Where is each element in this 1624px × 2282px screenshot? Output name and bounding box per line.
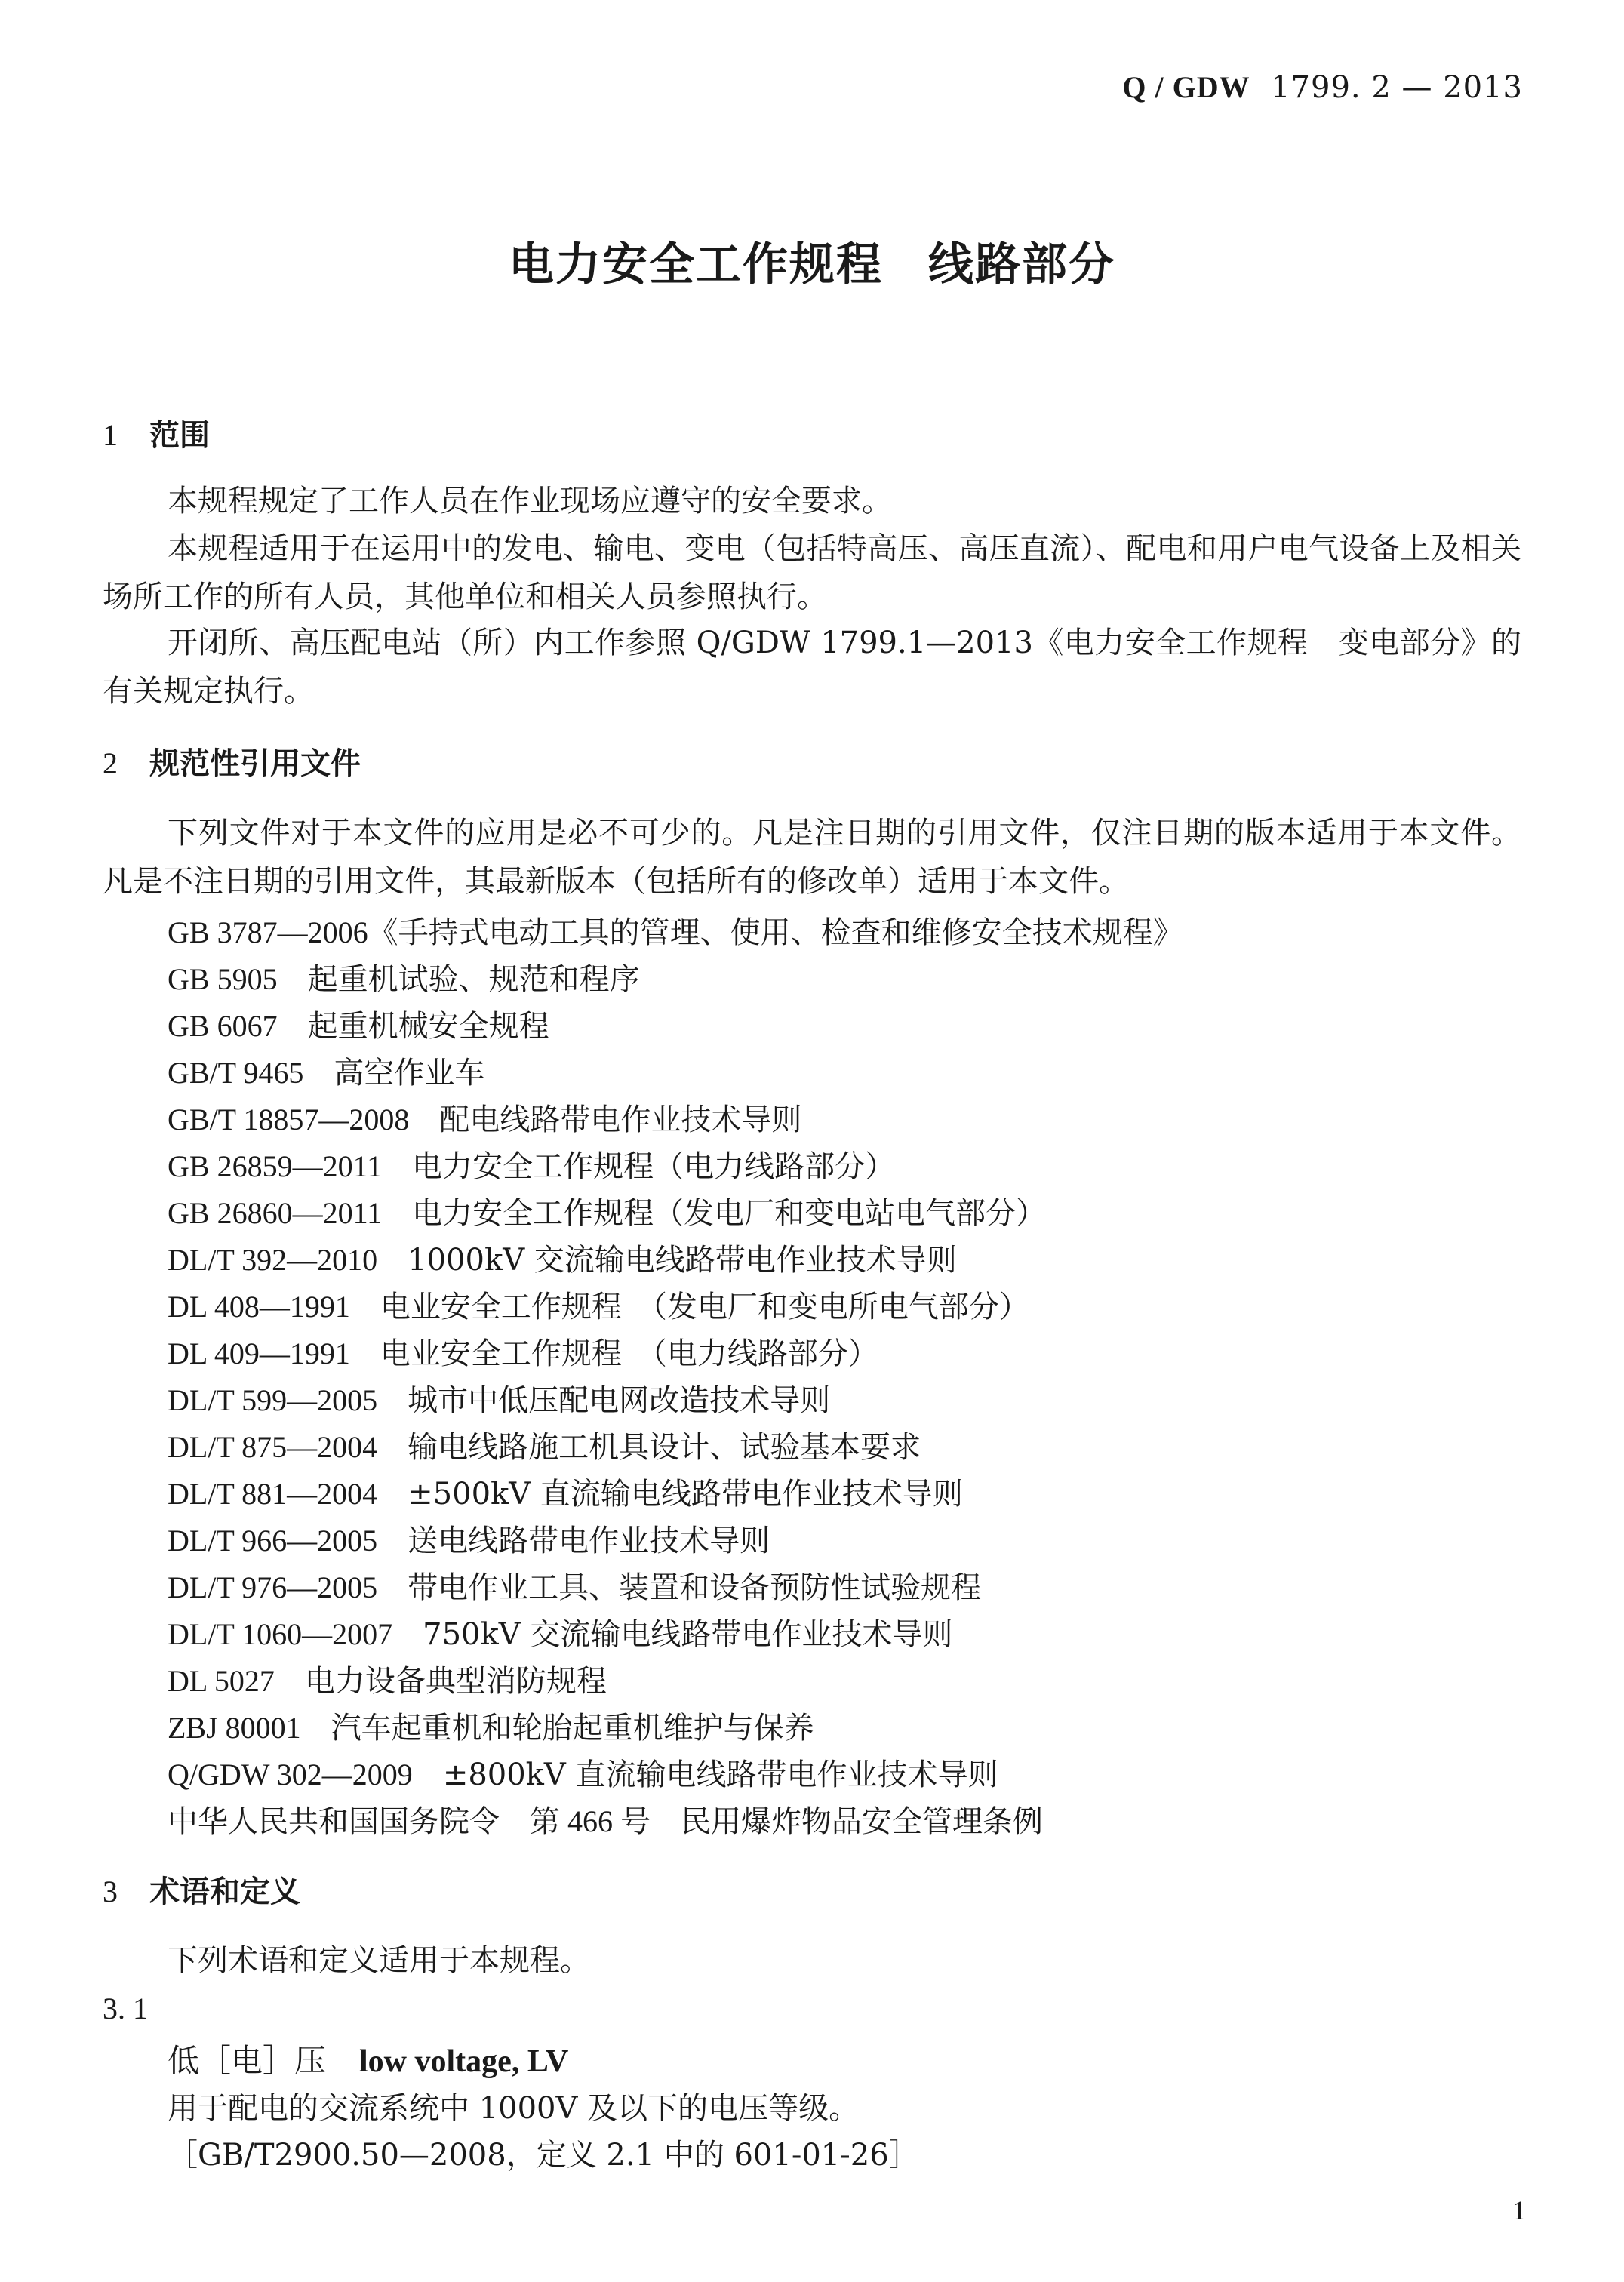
reference-code: GB 26859—2011 (168, 1149, 383, 1183)
term-source: ［GB/T2900.50—2008，定义 2.1 中的 601-01-26］ (168, 2138, 919, 2173)
document-title (0, 229, 1624, 294)
reference-code: DL/T 966—2005 (168, 1524, 378, 1558)
reference-item (168, 1189, 1046, 1232)
title-part1: 电力安全工作规程 (509, 238, 883, 291)
page-number: 1 (1512, 2195, 1526, 2225)
reference-code: DL/T 1060—2007 (168, 1617, 393, 1651)
reference-code: DL/T 881—2004 (168, 1477, 378, 1511)
reference-code: GB 3787—2006 (168, 915, 368, 949)
reference-code: Q/GDW 302—2009 (168, 1758, 413, 1791)
standard-number: 1799. 2 — 2013 (1271, 70, 1523, 105)
term-definition: 用于配电的交流系统中 1000V 及以下的电压等级。 (168, 2091, 860, 2126)
reference-item (168, 909, 1183, 952)
reference-code: DL/T 392—2010 (168, 1243, 378, 1277)
reference-item (168, 1236, 957, 1279)
section-1-heading (103, 411, 210, 454)
title-part2: 线路部分 (928, 238, 1115, 291)
reference-title: 《手持式电动工具的管理、使用、检查和维修安全技术规程》 (368, 915, 1183, 950)
reference-item (168, 1096, 801, 1139)
reference-item (168, 1143, 895, 1186)
paragraph: 下列术语和定义适用于本规程。 (168, 1943, 590, 1978)
reference-item (168, 1798, 1043, 1841)
term-chinese: 低［电］压 (168, 2042, 327, 2079)
standard-code (1122, 69, 1523, 105)
reference-title: 1000kV 交流输电线路带电作业技术导则 (408, 1243, 957, 1278)
paragraph: 本规程规定了工作人员在作业现场应遵守的安全要求。 (168, 484, 892, 518)
reference-item (168, 1376, 830, 1419)
reference-code: 中华人民共和国国务院令 第 466 号 (168, 1804, 651, 1838)
reference-item (168, 1704, 814, 1747)
reference-code: DL/T 599—2005 (168, 1383, 378, 1417)
reference-title: 750kV 交流输电线路带电作业技术导则 (423, 1617, 953, 1652)
reference-code: DL/T 976—2005 (168, 1570, 378, 1604)
reference-title: 民用爆炸物品安全管理条例 (681, 1804, 1043, 1839)
reference-title: 电力安全工作规程（电力线路部分） (412, 1149, 896, 1184)
reference-item (168, 1423, 921, 1466)
reference-item (168, 955, 640, 998)
reference-code: GB/T 9465 (168, 1056, 304, 1090)
reference-code: DL 408—1991 (168, 1290, 350, 1324)
reference-code: GB/T 18857—2008 (168, 1103, 410, 1136)
reference-title: 起重机试验、规范和程序 (307, 962, 640, 997)
reference-title: 送电线路带电作业技术导则 (408, 1524, 770, 1558)
section-number: 2 (103, 746, 118, 780)
section-title: 术语和定义 (149, 1874, 300, 1909)
reference-item (168, 1330, 878, 1373)
reference-code: DL 5027 (168, 1664, 275, 1698)
standard-org: Q / GDW (1122, 70, 1250, 104)
section-3-heading (103, 1868, 300, 1911)
reference-item (168, 1657, 607, 1700)
reference-code: DL 409—1991 (168, 1336, 350, 1370)
reference-code: DL/T 875—2004 (168, 1430, 378, 1464)
reference-title: 带电作业工具、装置和设备预防性试验规程 (408, 1570, 982, 1605)
reference-item (168, 1049, 484, 1092)
reference-item (168, 1470, 963, 1513)
section-title: 规范性引用文件 (149, 746, 361, 781)
reference-title: 电力安全工作规程（发电厂和变电站电气部分） (412, 1196, 1047, 1231)
section-2-heading (103, 740, 361, 783)
reference-title: ±500kV 直流输电线路带电作业技术导则 (408, 1477, 963, 1512)
paragraph: 本规程适用于在运用中的发电、输电、变电（包括特高压、高压直流）、配电和用户电气设备上及相关场所工作的所有人员，其他单位和相关人员参照执行。 (103, 531, 1521, 614)
reference-item (168, 1002, 549, 1045)
term-heading (168, 2036, 568, 2081)
reference-title: 高空作业车 (334, 1056, 485, 1090)
reference-title: 汽车起重机和轮胎起重机维护与保养 (331, 1711, 814, 1745)
reference-title: 配电线路带电作业技术导则 (439, 1103, 802, 1137)
reference-item (168, 1517, 770, 1560)
paragraph: 下列文件对于本文件的应用是必不可少的。凡是注日期的引用文件，仅注日期的版本适用于本文件。凡是不注日期的引用文件，其最新版本（包括所有的修改单）适用于本文件。 (103, 816, 1521, 899)
reference-title: 起重机械安全规程 (307, 1009, 549, 1044)
paragraph: 开闭所、高压配电站（所）内工作参照 Q/GDW 1799.1—2013《电力安全工作规程 变电部分》的有关规定执行。 (103, 626, 1521, 709)
reference-item (168, 1283, 1029, 1326)
reference-code: GB 5905 (168, 962, 278, 996)
reference-title: 输电线路施工机具设计、试验基本要求 (408, 1430, 921, 1465)
reference-item (168, 1751, 998, 1794)
section-number: 3 (103, 1874, 118, 1908)
reference-title: ±800kV 直流输电线路带电作业技术导则 (442, 1758, 998, 1792)
reference-item (168, 1610, 952, 1653)
section-title: 范围 (149, 418, 210, 453)
reference-code: GB 6067 (168, 1009, 278, 1043)
section-number: 1 (103, 418, 118, 452)
reference-item (168, 1564, 981, 1607)
reference-code: GB 26860—2011 (168, 1196, 383, 1230)
subsection-number: 3. 1 (103, 1991, 148, 2025)
reference-title: 电业安全工作规程 （电力线路部分） (380, 1336, 878, 1371)
reference-title: 城市中低压配电网改造技术导则 (408, 1383, 831, 1418)
reference-code: ZBJ 80001 (168, 1711, 301, 1745)
term-english: low voltage, LV (359, 2044, 569, 2079)
reference-title: 电力设备典型消防规程 (304, 1664, 607, 1699)
reference-title: 电业安全工作规程 （发电厂和变电所电气部分） (380, 1290, 1029, 1324)
